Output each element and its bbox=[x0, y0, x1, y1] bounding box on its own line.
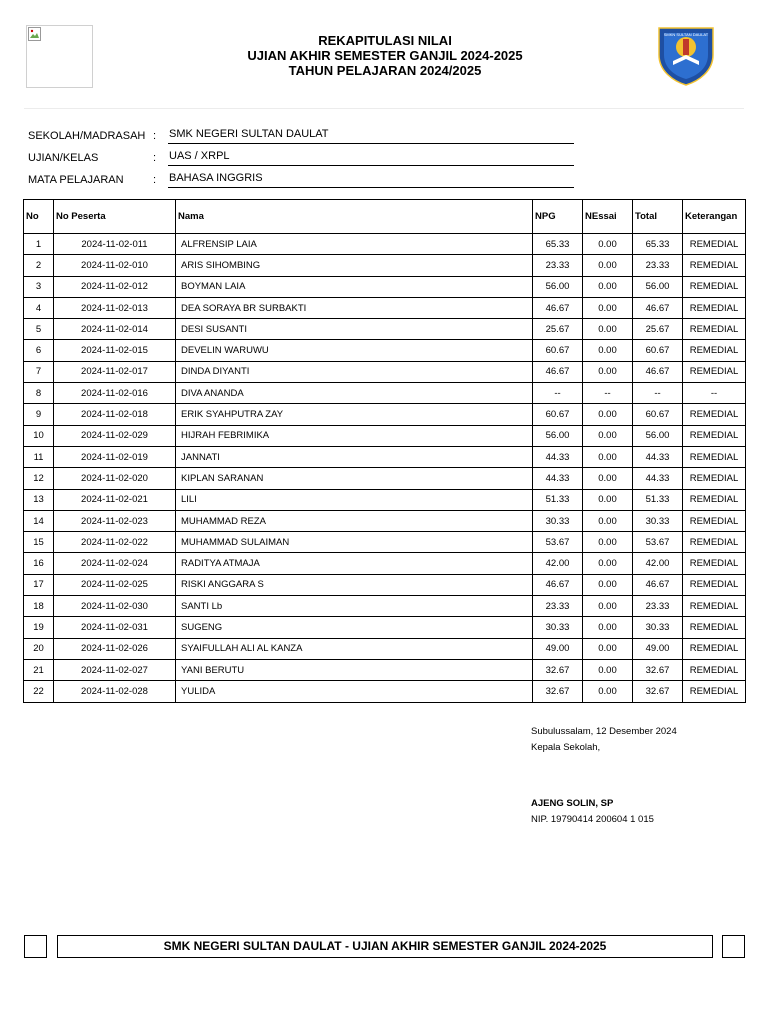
nessai-score-cell: 0.00 bbox=[583, 425, 633, 446]
table-row bbox=[24, 361, 746, 382]
npg-score-cell: 32.67 bbox=[533, 659, 583, 680]
table-row bbox=[24, 596, 746, 617]
participant-number-cell: 2024-11-02-020 bbox=[54, 468, 176, 489]
remarks-cell: REMEDIAL bbox=[683, 276, 746, 297]
total-score-cell: 44.33 bbox=[633, 446, 683, 467]
student-name-cell: ERIK SYAHPUTRA ZAY bbox=[176, 404, 533, 425]
table-row bbox=[24, 255, 746, 276]
total-score-cell: 30.33 bbox=[633, 617, 683, 638]
table-row bbox=[24, 553, 746, 574]
signature-nip: NIP. 19790414 200604 1 015 bbox=[531, 814, 654, 825]
signature-name: AJENG SOLIN, SP bbox=[531, 798, 614, 809]
npg-score-cell: 32.67 bbox=[533, 681, 583, 702]
colon: : bbox=[153, 174, 157, 186]
nessai-score-cell: -- bbox=[583, 383, 633, 404]
header-divider bbox=[24, 108, 744, 109]
participant-number-cell: 2024-11-02-011 bbox=[54, 234, 176, 255]
student-name-cell: YANI BERUTU bbox=[176, 659, 533, 680]
participant-number-cell: 2024-11-02-027 bbox=[54, 659, 176, 680]
npg-score-cell: 42.00 bbox=[533, 553, 583, 574]
student-name-cell: ARIS SIHOMBING bbox=[176, 255, 533, 276]
column-header-total: Total bbox=[633, 200, 683, 234]
signature-role: Kepala Sekolah, bbox=[531, 742, 601, 753]
row-number-cell: 2 bbox=[24, 255, 54, 276]
npg-score-cell: 56.00 bbox=[533, 276, 583, 297]
participant-number-cell: 2024-11-02-018 bbox=[54, 404, 176, 425]
remarks-cell: REMEDIAL bbox=[683, 446, 746, 467]
student-name-cell: BOYMAN LAIA bbox=[176, 276, 533, 297]
student-name-cell: DEVELIN WARUWU bbox=[176, 340, 533, 361]
student-name-cell: YULIDA bbox=[176, 681, 533, 702]
grades-table bbox=[23, 199, 746, 703]
remarks-cell: REMEDIAL bbox=[683, 404, 746, 425]
row-number-cell: 15 bbox=[24, 532, 54, 553]
row-number-cell: 12 bbox=[24, 468, 54, 489]
student-name-cell: DESI SUSANTI bbox=[176, 319, 533, 340]
total-score-cell: 42.00 bbox=[633, 553, 683, 574]
participant-number-cell: 2024-11-02-026 bbox=[54, 638, 176, 659]
table-row bbox=[24, 510, 746, 531]
colon: : bbox=[153, 130, 157, 142]
student-name-cell: SANTI Lb bbox=[176, 596, 533, 617]
total-score-cell: 46.67 bbox=[633, 297, 683, 318]
table-row bbox=[24, 446, 746, 467]
total-score-cell: 46.67 bbox=[633, 574, 683, 595]
row-number-cell: 6 bbox=[24, 340, 54, 361]
npg-score-cell: 30.33 bbox=[533, 510, 583, 531]
student-name-cell: DINDA DIYANTI bbox=[176, 361, 533, 382]
participant-number-cell: 2024-11-02-017 bbox=[54, 361, 176, 382]
participant-number-cell: 2024-11-02-019 bbox=[54, 446, 176, 467]
nessai-score-cell: 0.00 bbox=[583, 489, 633, 510]
table-row bbox=[24, 489, 746, 510]
table-body bbox=[24, 234, 746, 703]
npg-score-cell: 51.33 bbox=[533, 489, 583, 510]
nessai-score-cell: 0.00 bbox=[583, 276, 633, 297]
nessai-score-cell: 0.00 bbox=[583, 659, 633, 680]
row-number-cell: 3 bbox=[24, 276, 54, 297]
remarks-cell: -- bbox=[683, 383, 746, 404]
table-row bbox=[24, 574, 746, 595]
total-score-cell: 49.00 bbox=[633, 638, 683, 659]
total-score-cell: 51.33 bbox=[633, 489, 683, 510]
nessai-score-cell: 0.00 bbox=[583, 574, 633, 595]
row-number-cell: 4 bbox=[24, 297, 54, 318]
participant-number-cell: 2024-11-02-025 bbox=[54, 574, 176, 595]
student-name-cell: RISKI ANGGARA S bbox=[176, 574, 533, 595]
nessai-score-cell: 0.00 bbox=[583, 255, 633, 276]
student-name-cell: SYAIFULLAH ALI AL KANZA bbox=[176, 638, 533, 659]
nessai-score-cell: 0.00 bbox=[583, 361, 633, 382]
npg-score-cell: 25.67 bbox=[533, 319, 583, 340]
participant-number-cell: 2024-11-02-014 bbox=[54, 319, 176, 340]
npg-score-cell: 60.67 bbox=[533, 404, 583, 425]
footer-right-box bbox=[722, 935, 745, 958]
table-row bbox=[24, 404, 746, 425]
remarks-cell: REMEDIAL bbox=[683, 468, 746, 489]
remarks-cell: REMEDIAL bbox=[683, 638, 746, 659]
row-number-cell: 17 bbox=[24, 574, 54, 595]
subject-value: BAHASA INGGRIS bbox=[168, 172, 574, 188]
student-name-cell: SUGENG bbox=[176, 617, 533, 638]
total-score-cell: 56.00 bbox=[633, 276, 683, 297]
remarks-cell: REMEDIAL bbox=[683, 319, 746, 340]
row-number-cell: 13 bbox=[24, 489, 54, 510]
table-row bbox=[24, 297, 746, 318]
remarks-cell: REMEDIAL bbox=[683, 681, 746, 702]
footer-left-box bbox=[24, 935, 47, 958]
participant-number-cell: 2024-11-02-015 bbox=[54, 340, 176, 361]
total-score-cell: 25.67 bbox=[633, 319, 683, 340]
total-score-cell: -- bbox=[633, 383, 683, 404]
npg-score-cell: 46.67 bbox=[533, 297, 583, 318]
table-row bbox=[24, 617, 746, 638]
npg-score-cell: 46.67 bbox=[533, 361, 583, 382]
table-header-row bbox=[24, 200, 746, 234]
npg-score-cell: 23.33 bbox=[533, 255, 583, 276]
total-score-cell: 23.33 bbox=[633, 255, 683, 276]
participant-number-cell: 2024-11-02-022 bbox=[54, 532, 176, 553]
total-score-cell: 60.67 bbox=[633, 340, 683, 361]
table-row bbox=[24, 681, 746, 702]
title-line-3: TAHUN PELAJARAN 2024/2025 bbox=[288, 63, 482, 78]
npg-score-cell: 60.67 bbox=[533, 340, 583, 361]
participant-number-cell: 2024-11-02-030 bbox=[54, 596, 176, 617]
remarks-cell: REMEDIAL bbox=[683, 617, 746, 638]
table-row bbox=[24, 638, 746, 659]
remarks-cell: REMEDIAL bbox=[683, 255, 746, 276]
nessai-score-cell: 0.00 bbox=[583, 446, 633, 467]
nessai-score-cell: 0.00 bbox=[583, 468, 633, 489]
participant-number-cell: 2024-11-02-010 bbox=[54, 255, 176, 276]
nessai-score-cell: 0.00 bbox=[583, 319, 633, 340]
npg-score-cell: 44.33 bbox=[533, 468, 583, 489]
row-number-cell: 11 bbox=[24, 446, 54, 467]
row-number-cell: 9 bbox=[24, 404, 54, 425]
footer-banner: SMK NEGERI SULTAN DAULAT - UJIAN AKHIR SEMESTER GANJIL 2024-2025 bbox=[57, 935, 713, 958]
nessai-score-cell: 0.00 bbox=[583, 340, 633, 361]
nessai-score-cell: 0.00 bbox=[583, 681, 633, 702]
npg-score-cell: 49.00 bbox=[533, 638, 583, 659]
total-score-cell: 56.00 bbox=[633, 425, 683, 446]
total-score-cell: 53.67 bbox=[633, 532, 683, 553]
remarks-cell: REMEDIAL bbox=[683, 234, 746, 255]
student-name-cell: ALFRENSIP LAIA bbox=[176, 234, 533, 255]
page-title bbox=[180, 33, 590, 78]
table-row bbox=[24, 319, 746, 340]
participant-number-cell: 2024-11-02-023 bbox=[54, 510, 176, 531]
row-number-cell: 22 bbox=[24, 681, 54, 702]
npg-score-cell: 44.33 bbox=[533, 446, 583, 467]
total-score-cell: 60.67 bbox=[633, 404, 683, 425]
participant-number-cell: 2024-11-02-029 bbox=[54, 425, 176, 446]
nessai-score-cell: 0.00 bbox=[583, 617, 633, 638]
total-score-cell: 23.33 bbox=[633, 596, 683, 617]
total-score-cell: 46.67 bbox=[633, 361, 683, 382]
column-header-npg: NPG bbox=[533, 200, 583, 234]
npg-score-cell: 30.33 bbox=[533, 617, 583, 638]
row-number-cell: 21 bbox=[24, 659, 54, 680]
row-number-cell: 14 bbox=[24, 510, 54, 531]
npg-score-cell: 23.33 bbox=[533, 596, 583, 617]
exam-value: UAS / XRPL bbox=[168, 150, 574, 166]
student-name-cell: KIPLAN SARANAN bbox=[176, 468, 533, 489]
table-row bbox=[24, 659, 746, 680]
participant-number-cell: 2024-11-02-031 bbox=[54, 617, 176, 638]
column-header-participant-no: No Peserta bbox=[54, 200, 176, 234]
student-name-cell: HIJRAH FEBRIMIKA bbox=[176, 425, 533, 446]
nessai-score-cell: 0.00 bbox=[583, 553, 633, 574]
table-row bbox=[24, 276, 746, 297]
student-name-cell: DEA SORAYA BR SURBAKTI bbox=[176, 297, 533, 318]
participant-number-cell: 2024-11-02-012 bbox=[54, 276, 176, 297]
student-name-cell: MUHAMMAD REZA bbox=[176, 510, 533, 531]
broken-image-icon bbox=[28, 27, 42, 41]
nessai-score-cell: 0.00 bbox=[583, 297, 633, 318]
row-number-cell: 8 bbox=[24, 383, 54, 404]
table-row bbox=[24, 234, 746, 255]
participant-number-cell: 2024-11-02-021 bbox=[54, 489, 176, 510]
remarks-cell: REMEDIAL bbox=[683, 553, 746, 574]
npg-score-cell: -- bbox=[533, 383, 583, 404]
nessai-score-cell: 0.00 bbox=[583, 638, 633, 659]
table-row bbox=[24, 383, 746, 404]
exam-label: UJIAN/KELAS bbox=[28, 152, 99, 164]
row-number-cell: 20 bbox=[24, 638, 54, 659]
participant-number-cell: 2024-11-02-028 bbox=[54, 681, 176, 702]
remarks-cell: REMEDIAL bbox=[683, 489, 746, 510]
participant-number-cell: 2024-11-02-016 bbox=[54, 383, 176, 404]
column-header-no: No bbox=[24, 200, 54, 234]
total-score-cell: 32.67 bbox=[633, 681, 683, 702]
remarks-cell: REMEDIAL bbox=[683, 361, 746, 382]
row-number-cell: 19 bbox=[24, 617, 54, 638]
row-number-cell: 18 bbox=[24, 596, 54, 617]
npg-score-cell: 65.33 bbox=[533, 234, 583, 255]
total-score-cell: 44.33 bbox=[633, 468, 683, 489]
title-line-2: UJIAN AKHIR SEMESTER GANJIL 2024-2025 bbox=[247, 48, 523, 63]
remarks-cell: REMEDIAL bbox=[683, 659, 746, 680]
school-emblem-logo bbox=[655, 25, 717, 87]
participant-number-cell: 2024-11-02-024 bbox=[54, 553, 176, 574]
school-logo-placeholder bbox=[26, 25, 93, 88]
student-name-cell: LILI bbox=[176, 489, 533, 510]
remarks-cell: REMEDIAL bbox=[683, 425, 746, 446]
total-score-cell: 65.33 bbox=[633, 234, 683, 255]
table-row bbox=[24, 532, 746, 553]
remarks-cell: REMEDIAL bbox=[683, 596, 746, 617]
colon: : bbox=[153, 152, 157, 164]
school-label: SEKOLAH/MADRASAH bbox=[28, 130, 146, 142]
remarks-cell: REMEDIAL bbox=[683, 510, 746, 531]
logo-lettering: SMKN SULTAN DAULAT bbox=[663, 32, 709, 37]
row-number-cell: 16 bbox=[24, 553, 54, 574]
nessai-score-cell: 0.00 bbox=[583, 596, 633, 617]
table-row bbox=[24, 468, 746, 489]
column-header-name: Nama bbox=[176, 200, 533, 234]
remarks-cell: REMEDIAL bbox=[683, 297, 746, 318]
nessai-score-cell: 0.00 bbox=[583, 404, 633, 425]
remarks-cell: REMEDIAL bbox=[683, 532, 746, 553]
nessai-score-cell: 0.00 bbox=[583, 234, 633, 255]
signature-place-date: Subulussalam, 12 Desember 2024 bbox=[531, 726, 677, 737]
column-header-remarks: Keterangan bbox=[683, 200, 746, 234]
school-value: SMK NEGERI SULTAN DAULAT bbox=[168, 128, 574, 144]
column-header-nessai: NEssai bbox=[583, 200, 633, 234]
nessai-score-cell: 0.00 bbox=[583, 510, 633, 531]
table-row bbox=[24, 425, 746, 446]
remarks-cell: REMEDIAL bbox=[683, 340, 746, 361]
student-name-cell: DIVA ANANDA bbox=[176, 383, 533, 404]
student-name-cell: RADITYA ATMAJA bbox=[176, 553, 533, 574]
row-number-cell: 10 bbox=[24, 425, 54, 446]
row-number-cell: 1 bbox=[24, 234, 54, 255]
total-score-cell: 32.67 bbox=[633, 659, 683, 680]
student-name-cell: MUHAMMAD SULAIMAN bbox=[176, 532, 533, 553]
title-line-1: REKAPITULASI NILAI bbox=[318, 33, 452, 48]
remarks-cell: REMEDIAL bbox=[683, 574, 746, 595]
row-number-cell: 5 bbox=[24, 319, 54, 340]
participant-number-cell: 2024-11-02-013 bbox=[54, 297, 176, 318]
npg-score-cell: 56.00 bbox=[533, 425, 583, 446]
table-row bbox=[24, 340, 746, 361]
student-name-cell: JANNATI bbox=[176, 446, 533, 467]
nessai-score-cell: 0.00 bbox=[583, 532, 633, 553]
npg-score-cell: 46.67 bbox=[533, 574, 583, 595]
subject-label: MATA PELAJARAN bbox=[28, 174, 124, 186]
total-score-cell: 30.33 bbox=[633, 510, 683, 531]
npg-score-cell: 53.67 bbox=[533, 532, 583, 553]
row-number-cell: 7 bbox=[24, 361, 54, 382]
